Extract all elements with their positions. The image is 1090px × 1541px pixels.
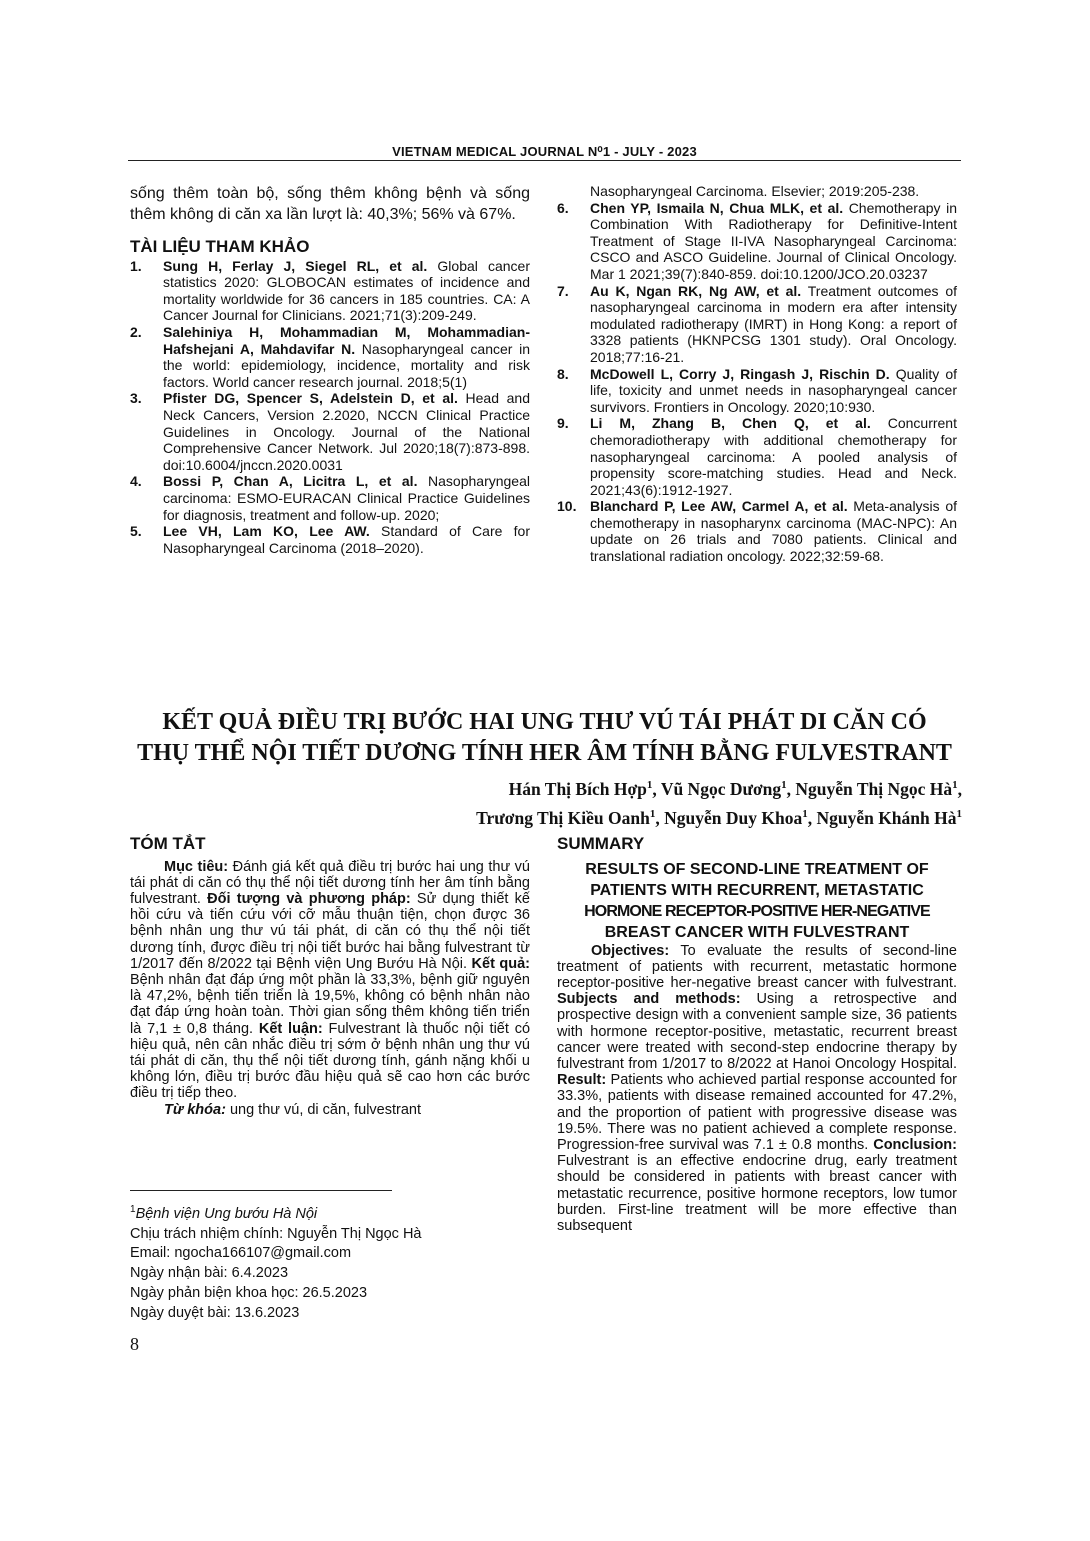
footnote-approved: Ngày duyệt bài: 13.6.2023 xyxy=(130,1304,300,1321)
reference-text: Nasopharyngeal cancer in the world: epidemiology, incidence, mortality and risk factors. World cancer research journal. 2018;5(1) xyxy=(163,340,530,390)
author-name: Nguyễn Khánh Hà xyxy=(816,807,957,828)
summary-title xyxy=(557,859,957,943)
summary-title-line-2: PATIENTS WITH RECURRENT, METASTATIC xyxy=(590,881,924,899)
reference-authors: Blanchard P, Lee AW, Carmel A, et al. xyxy=(590,498,848,515)
affiliation-sup: 1 xyxy=(130,1204,136,1215)
keywords-text: ung thư vú, di căn, fulvestrant xyxy=(225,1101,422,1118)
reference-text: Treatment outcomes of nasopharyngeal carcinoma in modern era after intensity modulated radiotherapy (IMRT) in Hong Kong: a report of 3328 patients (HKNPCSG 1301 study). Oral Oncology. 2018;77:16-21. xyxy=(590,282,957,365)
reference-body xyxy=(163,390,530,473)
author-affiliation-sup: 1 xyxy=(649,807,656,820)
reference-number: 10. xyxy=(557,498,577,515)
reference-number: 4. xyxy=(130,473,142,490)
objective-label: Mục tiêu: xyxy=(164,858,229,875)
reference-authors: Lee VH, Lam KO, Lee AW. xyxy=(163,523,370,540)
reference-5-continuation: Nasopharyngeal Carcinoma. Elsevier; 2019:205-238. xyxy=(590,183,920,199)
header-rule xyxy=(128,160,961,161)
subjects-methods-label: Subjects and methods: xyxy=(557,991,741,1008)
footnote-email: Email: ngocha166107@gmail.com xyxy=(130,1245,352,1262)
en-conclusion-label: Conclusion: xyxy=(873,1137,957,1154)
author-name: Trương Thị Kiều Oanh xyxy=(476,807,650,828)
footnote-received: Ngày nhận bài: 6.4.2023 xyxy=(130,1265,289,1282)
article-title-line-2: THỤ THỂ NỘI TIẾT DƯƠNG TÍNH HER ÂM TÍNH BẰNG FULVESTRANT xyxy=(137,740,952,766)
reference-body xyxy=(163,258,530,324)
result-label: Kết quả: xyxy=(471,955,531,972)
abstract-vietnamese xyxy=(130,836,530,1118)
summary-english xyxy=(557,836,957,1234)
author-affiliation-sup: 1 xyxy=(952,779,958,791)
author-name: Vũ Ngọc Dương xyxy=(660,778,782,799)
affiliation-text: Bệnh viện Ung bướu Hà Nội xyxy=(135,1205,318,1222)
reference-authors: Salehiniya H, Mohammadian M, Mohammadian-Hafshejani A, Mahdavifar N. xyxy=(163,323,530,357)
reference-text: Meta-analysis of chemotherapy in nasopharynx carcinoma (MAC-NPC): An update on 26 trials and 7080 patients. Clinical and translational radiation oncology. 2022;32:59-68. xyxy=(590,498,957,565)
authors-line-1 xyxy=(129,773,962,802)
author-separator: , xyxy=(786,778,796,799)
author-separator: , xyxy=(807,807,817,828)
reference-text: Quality of life, toxicity and unmet needs in nasopharyngeal cancer survivors. Frontiers in Oncology. 2020;10:930. xyxy=(590,365,957,415)
abstract-heading: TÓM TẮT xyxy=(130,834,206,853)
objective-text: Đánh giá kết quả điều trị bước hai ung thư vú tái phát di căn có thụ thể nội tiết dương tính her âm tính bằng fulvestrant. xyxy=(130,858,530,907)
keywords xyxy=(130,1102,530,1118)
reference-body xyxy=(163,523,530,556)
reference-item xyxy=(557,498,957,564)
en-result-text: Patients who achieved partial response accounted for 33.3%, patients with disease remained accounted for 47.2%, and the proportion of patient with progressive disease was 19.5%. There was no patient achieved a complete response. Progression-free survival was 7.1 ± 0.8 months. xyxy=(557,1072,957,1154)
reference-body xyxy=(590,498,957,564)
footnote-rule xyxy=(130,1190,392,1191)
author-affiliation-sup: 1 xyxy=(802,807,808,820)
reference-body xyxy=(590,366,957,416)
author-separator: , xyxy=(957,778,962,799)
reference-number: 8. xyxy=(557,365,569,382)
reference-text: Standard of Care for Nasopharyngeal Carcinoma (2018–2020). xyxy=(163,523,530,556)
reference-number: 6. xyxy=(557,199,569,216)
reference-item xyxy=(557,366,957,416)
methods-text: Sử dụng thiết kế hồi cứu và tiến cứu với cỡ mẫu thuận tiện, chọn được 36 bệnh nhân ung thư vú tái phát, di căn có thụ thể nội tiết dương tính, được điều trị nội tiết bước hai bằng fulvestrant từ 1/2017 đến 8/2022 tại Bệnh viện Ung Bướu Hà Nội. xyxy=(130,891,530,972)
references-heading: TÀI LIỆU THAM KHẢO xyxy=(130,237,310,256)
reference-body xyxy=(163,324,530,390)
footnote-affiliation xyxy=(130,1200,530,1225)
reference-number: 7. xyxy=(557,282,569,299)
footnotes xyxy=(130,1200,530,1324)
reference-authors: Pfister DG, Spencer S, Adelstein D, et al. xyxy=(163,390,458,407)
author-affiliation-sup: 1 xyxy=(646,779,653,791)
article-title-line-1: KẾT QUẢ ĐIỀU TRỊ BƯỚC HAI UNG THƯ VÚ TÁI PHÁT DI CĂN CÓ xyxy=(162,709,927,735)
reference-authors: Chen YP, Ismaila N, Chua MLK, et al. xyxy=(590,199,844,216)
author-affiliation-sup: 1 xyxy=(781,779,787,791)
en-result-label: Result: xyxy=(557,1072,607,1089)
intro-paragraph: sống thêm toàn bộ, sống thêm không bệnh và sống thêm không di căn xa lần lượt là: 40,3%; 56% và 67%. xyxy=(130,185,530,223)
references-list-right xyxy=(557,200,957,565)
reference-item xyxy=(130,390,530,473)
reference-number: 2. xyxy=(130,323,142,340)
result-text: Bệnh nhân đạt đáp ứng một phần là 33,3%, bệnh giữ nguyên là 47,2%, bệnh tiến triển là 19,5%, không có bệnh nhân nào đạt đáp ứng hoàn toàn. Thời gian sống thêm không tiến triển là 7,1 ± 0,8 tháng. xyxy=(130,972,530,1037)
reference-text: Concurrent chemoradiotherapy with additional chemotherapy for nasopharyngeal carcinoma: A pooled analysis of propensity score-matching studies. Head and Neck. 2021;43(6):1912-1927. xyxy=(590,415,957,498)
reference-authors: Au K, Ngan RK, Ng AW, et al. xyxy=(590,282,802,299)
reference-number: 9. xyxy=(557,415,569,432)
authors-line-2 xyxy=(129,802,962,831)
reference-text: Nasopharyngeal carcinoma: ESMO-EURACAN Clinical Practice Guidelines for diagnosis, treatment and follow-up. 2020; xyxy=(163,473,530,523)
reference-text: Global cancer statistics 2020: GLOBOCAN estimates of incidence and mortality worldwide for 36 cancers in 185 countries. CA: A Cancer Journal for Clinicians. 2021;71(3):209-249. xyxy=(163,257,530,324)
reference-authors: Bossi P, Chan A, Licitra L, et al. xyxy=(163,473,418,490)
author-separator: , xyxy=(655,807,665,828)
right-column-top xyxy=(557,183,957,565)
author-affiliation-sup: 1 xyxy=(956,807,962,820)
objectives-label: Objectives: xyxy=(591,942,670,959)
author-name: Nguyễn Duy Khoa xyxy=(664,807,803,828)
reference-item xyxy=(130,324,530,390)
conclusion-text: Fulvestrant là thuốc nội tiết có hiệu quả, nên cân nhắc điều trị sớm ở bệnh nhân ung thư vú tái phát di căn, thụ thể nội tiết dương tính, gánh nặng khối u không lớn, điều trị bước đầu hiệu quả sẽ cao hơn các bước điều trị tiếp theo. xyxy=(130,1020,531,1102)
reference-text: Head and Neck Cancers, Version 2.2020, NCCN Clinical Practice Guidelines in Oncology. Journal of the National Comprehensive Cancer Network. Jul 2020;18(7):873-898. doi:10.6004/jnccn.2020.0031 xyxy=(163,390,530,473)
author-separator: , xyxy=(652,778,661,799)
reference-item xyxy=(557,283,957,366)
author-name: Hán Thị Bích Hợp xyxy=(508,778,647,799)
left-column-top xyxy=(130,183,530,556)
objectives-text: To evaluate the results of second-line treatment of patients with recurrent, metastatic hormone receptor-positive her-negative breast cancer with fulvestrant. xyxy=(557,942,957,991)
summary-heading: SUMMARY xyxy=(557,834,645,853)
footnote-responsible: Chịu trách nhiệm chính: Nguyễn Thị Ngọc Hà xyxy=(130,1225,422,1242)
reference-body xyxy=(590,200,957,283)
keywords-label: Từ khóa: xyxy=(164,1101,226,1118)
conclusion-label: Kết luận: xyxy=(258,1020,323,1037)
reference-body xyxy=(163,473,530,523)
reference-body xyxy=(590,283,957,366)
reference-item xyxy=(557,415,957,498)
reference-text: Chemotherapy in Combination With Radiotherapy for Definitive-Intent Treatment of Stage II-IVA Nasopharyngeal Carcinoma: CSCO and ASCO Guideline. Journal of Clinical Oncology. Mar 1 2021;39(7):840-859. doi:10.1200/JCO.20.03237 xyxy=(590,199,957,282)
author-name: Nguyễn Thị Ngọc Hà xyxy=(795,778,953,799)
article-authors xyxy=(129,773,962,831)
reference-authors: Sung H, Ferlay J, Siegel RL, et al. xyxy=(163,257,428,274)
reference-number: 1. xyxy=(130,257,142,274)
reference-authors: Li M, Zhang B, Chen Q, et al. xyxy=(590,415,871,432)
summary-title-line-4: BREAST CANCER WITH FULVESTRANT xyxy=(604,923,910,941)
abstract-body xyxy=(130,859,530,1102)
reference-item xyxy=(557,200,957,283)
reference-item xyxy=(130,258,530,324)
article-title xyxy=(128,707,961,769)
reference-number: 5. xyxy=(130,523,142,540)
summary-title-line-3: HORMONE RECEPTOR-POSITIVE HER-NEGATIVE xyxy=(584,902,930,920)
en-conclusion-text: Fulvestrant is an effective endocrine drug, early treatment should be considered in patients with breast cancer with metastatic recurrence, positive hormone receptors, low tumor burden. First-line treatment will be more effective than subsequent xyxy=(557,1153,957,1235)
reference-authors: McDowell L, Corry J, Ringash J, Rischin D. xyxy=(590,365,890,382)
reference-item xyxy=(130,473,530,523)
methods-label: Đối tượng và phương pháp: xyxy=(207,891,411,907)
reference-item xyxy=(130,523,530,556)
summary-body xyxy=(557,943,957,1235)
footnote-reviewed: Ngày phản biện khoa học: 26.5.2023 xyxy=(130,1285,368,1302)
page-number: 8 xyxy=(130,1334,139,1354)
subjects-methods-text: Using a retrospective and prospective design with a convenient sample size, 36 patients with hormone receptor-positive, metastatic, recurrent breast cancer were treated with second-step endocrine therapy by fulvestrant from 1/2017 to 8/2022 at Hanoi Oncology Hospital. xyxy=(557,991,957,1073)
reference-number: 3. xyxy=(130,390,142,407)
journal-header: VIETNAM MEDICAL JOURNAL N⁰1 - JULY - 2023 xyxy=(392,144,697,159)
reference-body xyxy=(590,415,957,498)
summary-title-line-1: RESULTS OF SECOND-LINE TREATMENT OF xyxy=(585,860,929,878)
references-list-left xyxy=(130,258,530,557)
